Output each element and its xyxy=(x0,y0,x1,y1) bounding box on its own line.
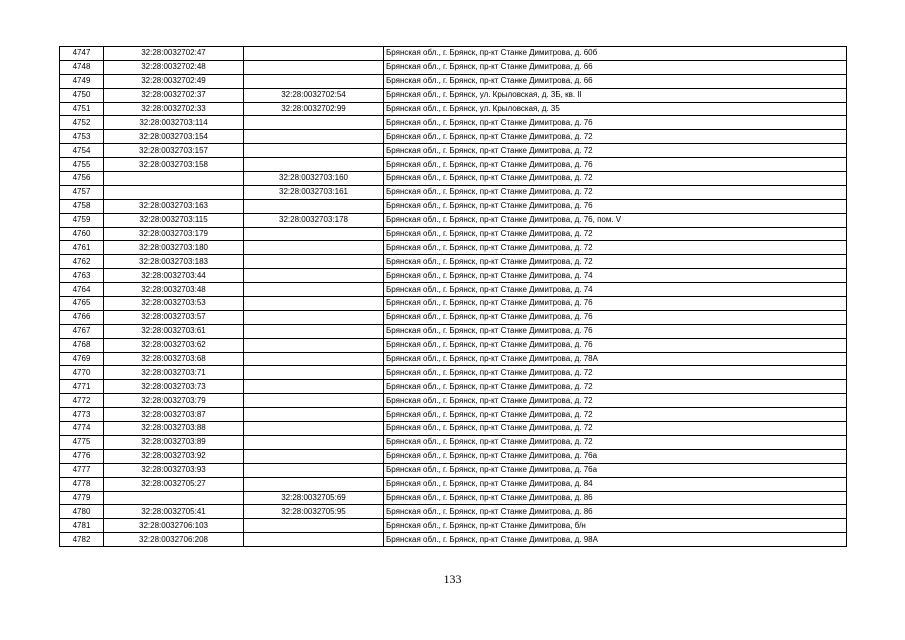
row-number-cell: 4767 xyxy=(60,324,104,338)
cadastral-number-cell: 32:28:0032703:57 xyxy=(104,310,244,324)
table-row xyxy=(60,60,847,74)
cadastral-number-cell: 32:28:0032706:103 xyxy=(104,519,244,533)
cadastral-number-cell: 32:28:0032703:73 xyxy=(104,380,244,394)
related-cadastral-number-cell xyxy=(244,533,384,547)
table-row xyxy=(60,158,847,172)
address-cell: Брянская обл., г. Брянск, пр-кт Станке Димитрова, д. 72 xyxy=(384,227,847,241)
related-cadastral-number-cell xyxy=(244,463,384,477)
row-number-cell: 4771 xyxy=(60,380,104,394)
related-cadastral-number-cell xyxy=(244,74,384,88)
table-row xyxy=(60,88,847,102)
related-cadastral-number-cell xyxy=(244,519,384,533)
address-cell: Брянская обл., г. Брянск, пр-кт Станке Димитрова, д. 84 xyxy=(384,477,847,491)
table-row xyxy=(60,102,847,116)
related-cadastral-number-cell xyxy=(244,310,384,324)
row-number-cell: 4765 xyxy=(60,297,104,311)
address-cell: Брянская обл., г. Брянск, пр-кт Станке Димитрова, д. 76, пом. V xyxy=(384,213,847,227)
page-number: 133 xyxy=(443,572,462,586)
row-number-cell: 4759 xyxy=(60,213,104,227)
related-cadastral-number-cell xyxy=(244,366,384,380)
cadastral-number-cell: 32:28:0032703:157 xyxy=(104,144,244,158)
related-cadastral-number-cell xyxy=(244,158,384,172)
table-row xyxy=(60,533,847,547)
cadastral-number-cell: 32:28:0032703:68 xyxy=(104,352,244,366)
cadastral-number-cell: 32:28:0032703:62 xyxy=(104,338,244,352)
table-row xyxy=(60,519,847,533)
row-number-cell: 4754 xyxy=(60,144,104,158)
address-cell: Брянская обл., г. Брянск, пр-кт Станке Димитрова, д. 72 xyxy=(384,394,847,408)
table-row xyxy=(60,213,847,227)
row-number-cell: 4781 xyxy=(60,519,104,533)
table-row xyxy=(60,463,847,477)
row-number-cell: 4764 xyxy=(60,283,104,297)
cadastral-number-cell: 32:28:0032703:163 xyxy=(104,199,244,213)
related-cadastral-number-cell xyxy=(244,116,384,130)
related-cadastral-number-cell xyxy=(244,380,384,394)
cadastral-number-cell: 32:28:0032702:47 xyxy=(104,47,244,61)
address-cell: Брянская обл., г. Брянск, пр-кт Станке Димитрова, д. 76 xyxy=(384,310,847,324)
related-cadastral-number-cell xyxy=(244,422,384,436)
table-row xyxy=(60,324,847,338)
row-number-cell: 4748 xyxy=(60,60,104,74)
row-number-cell: 4772 xyxy=(60,394,104,408)
cadastral-number-cell: 32:28:0032703:114 xyxy=(104,116,244,130)
address-cell: Брянская обл., г. Брянск, пр-кт Станке Димитрова, д. 72 xyxy=(384,185,847,199)
related-cadastral-number-cell xyxy=(244,241,384,255)
row-number-cell: 4776 xyxy=(60,449,104,463)
table-row xyxy=(60,408,847,422)
address-cell: Брянская обл., г. Брянск, пр-кт Станке Димитрова, д. 76а xyxy=(384,463,847,477)
cadastral-number-cell: 32:28:0032706:208 xyxy=(104,533,244,547)
table-row xyxy=(60,422,847,436)
related-cadastral-number-cell: 32:28:0032702:99 xyxy=(244,102,384,116)
cadastral-number-cell: 32:28:0032703:93 xyxy=(104,463,244,477)
row-number-cell: 4777 xyxy=(60,463,104,477)
cadastral-number-cell: 32:28:0032703:158 xyxy=(104,158,244,172)
cadastral-number-cell: 32:28:0032703:154 xyxy=(104,130,244,144)
cadastral-number-cell: 32:28:0032703:92 xyxy=(104,449,244,463)
table-row xyxy=(60,310,847,324)
address-cell: Брянская обл., г. Брянск, пр-кт Станке Димитрова, д. 76 xyxy=(384,297,847,311)
address-cell: Брянская обл., г. Брянск, пр-кт Станке Димитрова, д. 72 xyxy=(384,130,847,144)
related-cadastral-number-cell xyxy=(244,60,384,74)
row-number-cell: 4752 xyxy=(60,116,104,130)
row-number-cell: 4782 xyxy=(60,533,104,547)
related-cadastral-number-cell xyxy=(244,297,384,311)
table-row xyxy=(60,241,847,255)
address-cell: Брянская обл., г. Брянск, пр-кт Станке Димитрова, д. 72 xyxy=(384,241,847,255)
table-row xyxy=(60,449,847,463)
cadastral-number-cell: 32:28:0032703:44 xyxy=(104,269,244,283)
related-cadastral-number-cell xyxy=(244,283,384,297)
cadastral-number-cell: 32:28:0032703:71 xyxy=(104,366,244,380)
related-cadastral-number-cell xyxy=(244,144,384,158)
row-number-cell: 4756 xyxy=(60,172,104,186)
address-cell: Брянская обл., г. Брянск, пр-кт Станке Димитрова, д. 72 xyxy=(384,422,847,436)
row-number-cell: 4760 xyxy=(60,227,104,241)
cadastral-number-cell xyxy=(104,172,244,186)
row-number-cell: 4747 xyxy=(60,47,104,61)
table-row xyxy=(60,269,847,283)
table-row xyxy=(60,74,847,88)
address-cell: Брянская обл., г. Брянск, пр-кт Станке Димитрова, д. 76а xyxy=(384,449,847,463)
row-number-cell: 4755 xyxy=(60,158,104,172)
address-cell: Брянская обл., г. Брянск, пр-кт Станке Димитрова, д. 74 xyxy=(384,269,847,283)
cadastral-number-cell: 32:28:0032705:27 xyxy=(104,477,244,491)
related-cadastral-number-cell: 32:28:0032703:178 xyxy=(244,213,384,227)
table-row xyxy=(60,130,847,144)
table-row xyxy=(60,47,847,61)
table-row xyxy=(60,297,847,311)
row-number-cell: 4763 xyxy=(60,269,104,283)
related-cadastral-number-cell: 32:28:0032703:160 xyxy=(244,172,384,186)
address-cell: Брянская обл., г. Брянск, пр-кт Станке Димитрова, д. 78А xyxy=(384,352,847,366)
address-cell: Брянская обл., г. Брянск, пр-кт Станке Димитрова, д. 66 xyxy=(384,60,847,74)
table-row xyxy=(60,283,847,297)
cadastral-number-cell: 32:28:0032703:88 xyxy=(104,422,244,436)
cadastral-number-cell: 32:28:0032705:41 xyxy=(104,505,244,519)
address-cell: Брянская обл., г. Брянск, ул. Крыловская, д. 35 xyxy=(384,102,847,116)
table-row xyxy=(60,144,847,158)
cadastral-number-cell: 32:28:0032703:115 xyxy=(104,213,244,227)
address-cell: Брянская обл., г. Брянск, пр-кт Станке Димитрова, д. 98А xyxy=(384,533,847,547)
related-cadastral-number-cell xyxy=(244,130,384,144)
address-cell: Брянская обл., г. Брянск, пр-кт Станке Димитрова, д. 72 xyxy=(384,366,847,380)
related-cadastral-number-cell xyxy=(244,408,384,422)
registry-table xyxy=(59,46,847,547)
cadastral-number-cell: 32:28:0032703:48 xyxy=(104,283,244,297)
row-number-cell: 4780 xyxy=(60,505,104,519)
table-row xyxy=(60,394,847,408)
cadastral-number-cell: 32:28:0032703:61 xyxy=(104,324,244,338)
row-number-cell: 4758 xyxy=(60,199,104,213)
related-cadastral-number-cell xyxy=(244,269,384,283)
address-cell: Брянская обл., г. Брянск, пр-кт Станке Димитрова, б/н xyxy=(384,519,847,533)
row-number-cell: 4778 xyxy=(60,477,104,491)
cadastral-number-cell: 32:28:0032703:89 xyxy=(104,435,244,449)
address-cell: Брянская обл., г. Брянск, пр-кт Станке Димитрова, д. 76 xyxy=(384,338,847,352)
table-row xyxy=(60,185,847,199)
row-number-cell: 4770 xyxy=(60,366,104,380)
table-row xyxy=(60,227,847,241)
table-row xyxy=(60,477,847,491)
cadastral-number-cell: 32:28:0032703:180 xyxy=(104,241,244,255)
related-cadastral-number-cell xyxy=(244,324,384,338)
related-cadastral-number-cell: 32:28:0032703:161 xyxy=(244,185,384,199)
cadastral-number-cell: 32:28:0032703:183 xyxy=(104,255,244,269)
cadastral-number-cell: 32:28:0032703:53 xyxy=(104,297,244,311)
related-cadastral-number-cell xyxy=(244,449,384,463)
address-cell: Брянская обл., г. Брянск, пр-кт Станке Димитрова, д. 76 xyxy=(384,199,847,213)
related-cadastral-number-cell: 32:28:0032705:69 xyxy=(244,491,384,505)
table-row xyxy=(60,505,847,519)
cadastral-number-cell: 32:28:0032702:37 xyxy=(104,88,244,102)
address-cell: Брянская обл., г. Брянск, пр-кт Станке Димитрова, д. 72 xyxy=(384,408,847,422)
address-cell: Брянская обл., г. Брянск, пр-кт Станке Димитрова, д. 86 xyxy=(384,505,847,519)
related-cadastral-number-cell xyxy=(244,227,384,241)
cadastral-number-cell: 32:28:0032703:87 xyxy=(104,408,244,422)
address-cell: Брянская обл., г. Брянск, пр-кт Станке Димитрова, д. 72 xyxy=(384,380,847,394)
related-cadastral-number-cell xyxy=(244,394,384,408)
row-number-cell: 4766 xyxy=(60,310,104,324)
table-row xyxy=(60,338,847,352)
row-number-cell: 4749 xyxy=(60,74,104,88)
row-number-cell: 4757 xyxy=(60,185,104,199)
related-cadastral-number-cell xyxy=(244,255,384,269)
table-row xyxy=(60,172,847,186)
cadastral-number-cell xyxy=(104,185,244,199)
table-row xyxy=(60,255,847,269)
cadastral-number-cell xyxy=(104,491,244,505)
cadastral-number-cell: 32:28:0032703:79 xyxy=(104,394,244,408)
table-row xyxy=(60,491,847,505)
table-row xyxy=(60,435,847,449)
address-cell: Брянская обл., г. Брянск, пр-кт Станке Димитрова, д. 76 xyxy=(384,158,847,172)
related-cadastral-number-cell xyxy=(244,199,384,213)
related-cadastral-number-cell xyxy=(244,47,384,61)
row-number-cell: 4774 xyxy=(60,422,104,436)
address-cell: Брянская обл., г. Брянск, пр-кт Станке Димитрова, д. 66 xyxy=(384,74,847,88)
row-number-cell: 4775 xyxy=(60,435,104,449)
row-number-cell: 4779 xyxy=(60,491,104,505)
row-number-cell: 4750 xyxy=(60,88,104,102)
table-row xyxy=(60,116,847,130)
row-number-cell: 4768 xyxy=(60,338,104,352)
cadastral-number-cell: 32:28:0032702:33 xyxy=(104,102,244,116)
related-cadastral-number-cell xyxy=(244,352,384,366)
cadastral-number-cell: 32:28:0032702:48 xyxy=(104,60,244,74)
address-cell: Брянская обл., г. Брянск, пр-кт Станке Димитрова, д. 72 xyxy=(384,144,847,158)
address-cell: Брянская обл., г. Брянск, пр-кт Станке Димитрова, д. 74 xyxy=(384,283,847,297)
related-cadastral-number-cell xyxy=(244,477,384,491)
cadastral-number-cell: 32:28:0032703:179 xyxy=(104,227,244,241)
address-cell: Брянская обл., г. Брянск, пр-кт Станке Димитрова, д. 76 xyxy=(384,324,847,338)
address-cell: Брянская обл., г. Брянск, ул. Крыловская, д. 3Б, кв. II xyxy=(384,88,847,102)
address-cell: Брянская обл., г. Брянск, пр-кт Станке Димитрова, д. 72 xyxy=(384,255,847,269)
address-cell: Брянская обл., г. Брянск, пр-кт Станке Димитрова, д. 72 xyxy=(384,172,847,186)
address-cell: Брянская обл., г. Брянск, пр-кт Станке Димитрова, д. 72 xyxy=(384,435,847,449)
address-cell: Брянская обл., г. Брянск, пр-кт Станке Димитрова, д. 60б xyxy=(384,47,847,61)
related-cadastral-number-cell: 32:28:0032702:54 xyxy=(244,88,384,102)
related-cadastral-number-cell xyxy=(244,435,384,449)
row-number-cell: 4762 xyxy=(60,255,104,269)
table-row xyxy=(60,366,847,380)
row-number-cell: 4769 xyxy=(60,352,104,366)
row-number-cell: 4773 xyxy=(60,408,104,422)
related-cadastral-number-cell xyxy=(244,338,384,352)
table-row xyxy=(60,380,847,394)
row-number-cell: 4751 xyxy=(60,102,104,116)
table-row xyxy=(60,199,847,213)
cadastral-number-cell: 32:28:0032702:49 xyxy=(104,74,244,88)
table-row xyxy=(60,352,847,366)
registry-table-body xyxy=(60,47,847,547)
row-number-cell: 4753 xyxy=(60,130,104,144)
address-cell: Брянская обл., г. Брянск, пр-кт Станке Димитрова, д. 76 xyxy=(384,116,847,130)
row-number-cell: 4761 xyxy=(60,241,104,255)
address-cell: Брянская обл., г. Брянск, пр-кт Станке Димитрова, д. 86 xyxy=(384,491,847,505)
related-cadastral-number-cell: 32:28:0032705:95 xyxy=(244,505,384,519)
